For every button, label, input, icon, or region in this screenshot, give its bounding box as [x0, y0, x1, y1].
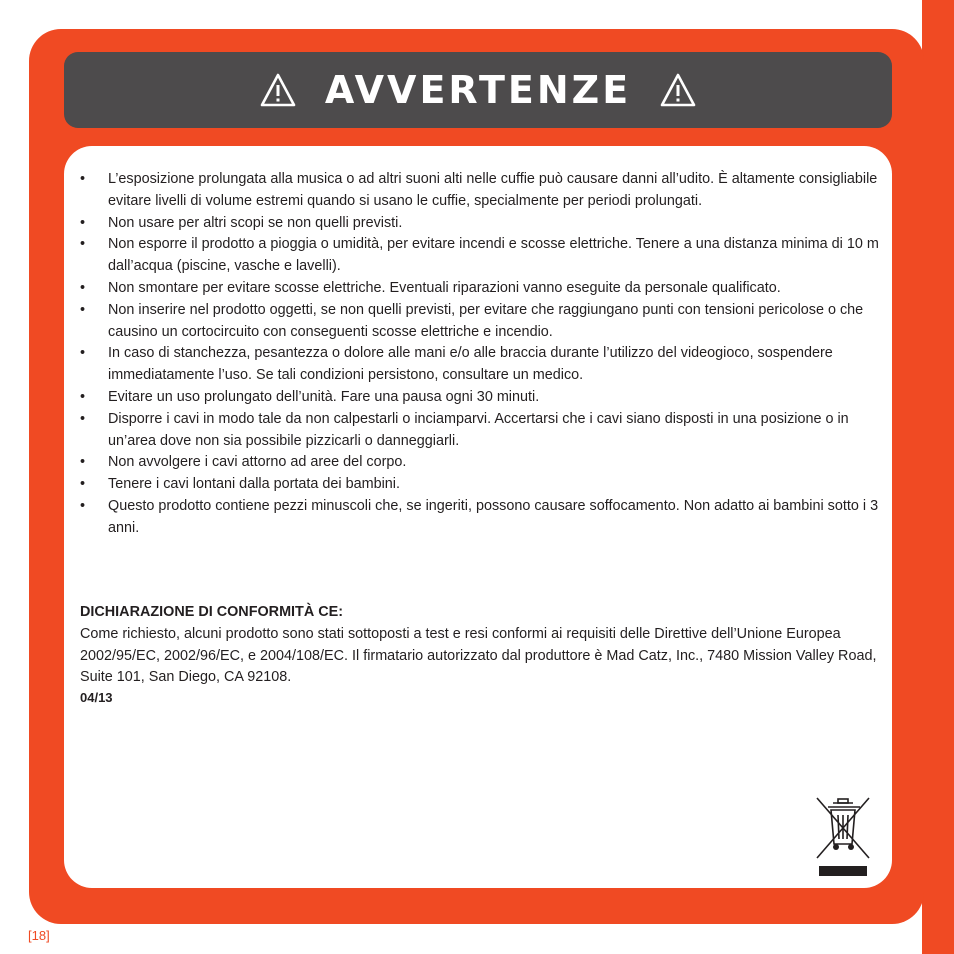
warning-text: Questo prodotto contiene pezzi minuscoli che, se ingeriti, possono causare soffocamento. Non adatto ai bambini sotto i 3 anni. — [108, 497, 879, 536]
bullet-icon: • — [80, 214, 86, 231]
bullet-icon: • — [80, 171, 86, 187]
warning-text: Non inserire nel prodotto oggetti, se non quelli previsti, per evitare che raggiungano punti con tensioni pericolose o che causino un cortocircuito con conseguenti scosse elettriche e incendio. — [108, 301, 864, 340]
warning-triangle-icon — [259, 72, 297, 108]
warning-text: Non smontare per evitare scosse elettriche. Eventuali riparazioni vanno eseguite da personale qualificato. — [108, 279, 781, 296]
warning-text: Disporre i cavi in modo tale da non calpestarli o inciamparvi. Accertarsi che i cavi siano disposti in una posizione o in un’area dove non sia possibile pizzicarli o danneggiarli. — [108, 410, 849, 449]
warning-text: Evitare un uso prolungato dell’unità. Fare una pausa ogni 30 minuti. — [108, 388, 540, 405]
bullet-icon: • — [80, 476, 86, 493]
warning-text: Non avvolgere i cavi attorno ad aree del corpo. — [108, 454, 407, 471]
bullet-icon: • — [80, 279, 86, 296]
page-number: [18] — [28, 928, 50, 943]
list-item — [80, 278, 880, 300]
bullet-icon: • — [80, 301, 86, 318]
bullet-icon: • — [80, 345, 86, 362]
bullet-icon: • — [80, 497, 86, 514]
warning-text: In caso di stanchezza, pesantezza o dolore alle mani e/o alle braccia durante l’utilizzo del videogioco, sospendere immediatamente l’uso. Se tali condizioni persistono, consultare un medico. — [108, 345, 833, 384]
bullet-icon: • — [80, 454, 86, 471]
warnings-list — [80, 169, 880, 540]
list-item — [80, 452, 880, 474]
list-item — [80, 213, 880, 235]
list-item — [80, 496, 880, 540]
warning-text: Non usare per altri scopi se non quelli previsti. — [108, 214, 403, 231]
list-item — [80, 409, 880, 453]
warning-text: Non esporre il prodotto a pioggia o umidità, per evitare incendi e scosse elettriche. Tenere a una distanza minima di 10 m dall’acqua (piscine, vasche e lavelli). — [108, 236, 879, 275]
declaration-of-conformity — [80, 602, 880, 707]
bullet-icon: • — [80, 236, 86, 253]
warning-triangle-icon — [659, 72, 697, 108]
content-panel — [64, 146, 892, 888]
warnings-header — [64, 52, 892, 128]
list-item — [80, 169, 880, 213]
declaration-heading: DICHIARAZIONE DI CONFORMITÀ CE: — [80, 604, 344, 620]
list-item — [80, 474, 880, 496]
list-item — [80, 234, 880, 278]
declaration-date: 04/13 — [80, 690, 113, 706]
list-item — [80, 343, 880, 387]
list-item — [80, 300, 880, 344]
warning-text: Tenere i cavi lontani dalla portata dei bambini. — [108, 476, 400, 493]
bullet-icon: • — [80, 410, 86, 427]
side-accent-strip — [922, 0, 954, 954]
page-title: AVVERTENZE — [324, 68, 632, 112]
crossed-out-wheelie-bin-icon — [814, 796, 872, 878]
warning-text: L’esposizione prolungata alla musica o ad altri suoni alti nelle cuffie può causare danni all’udito. È altamente consigliabile evitare livelli di volume estremi quando si usano le cuffie, specialmente per periodi prolungati. — [108, 171, 878, 209]
bullet-icon: • — [80, 388, 86, 405]
list-item — [80, 387, 880, 409]
declaration-body: Come richiesto, alcuni prodotto sono stati sottoposti a test e resi conformi ai requisiti delle Direttive dell’Unione Europea 2002/95/EC, 2002/96/EC, e 2004/108/EC. Il firmatario autorizzato dal produttore è Mad Catz, Inc., 7480 Mission Valley Road, Suite 101, San Diego, CA 92108. — [80, 625, 877, 686]
